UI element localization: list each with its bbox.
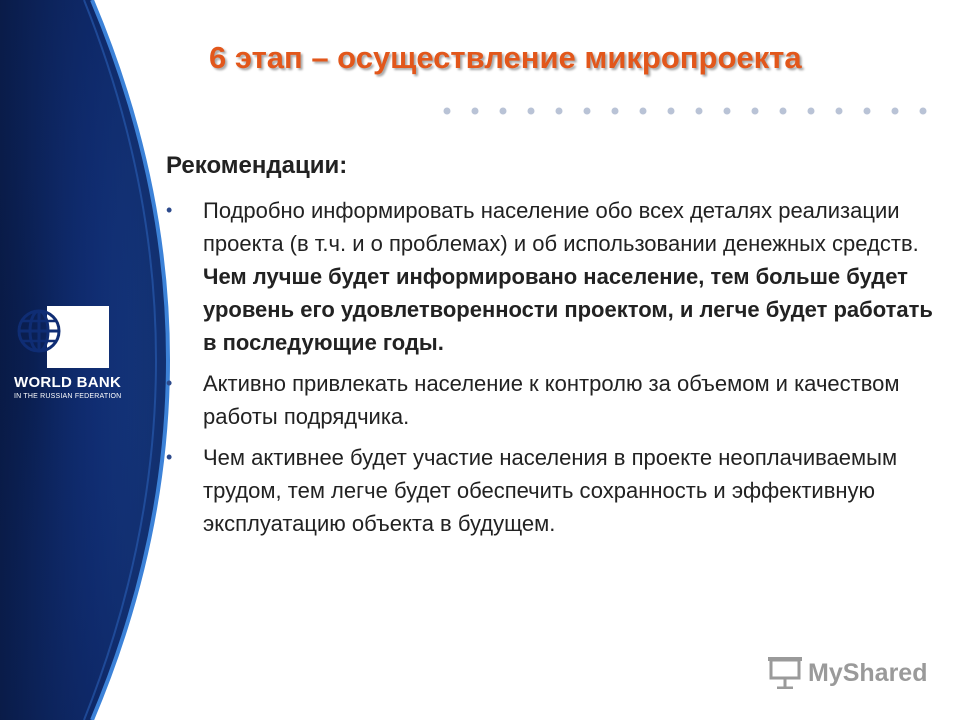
divider-dot	[724, 108, 731, 115]
divider-dot	[556, 108, 563, 115]
divider-dot	[444, 108, 451, 115]
myshared-watermark	[768, 657, 927, 689]
divider-dot	[668, 108, 675, 115]
recommendations-list	[166, 194, 936, 540]
logo-name: WORLD BANK	[14, 374, 122, 391]
globe-icon	[47, 306, 109, 368]
slide-content	[166, 152, 936, 548]
recommendations-heading: Рекомендации:	[166, 152, 348, 179]
divider-dot	[640, 108, 647, 115]
presentation-icon	[768, 657, 804, 689]
divider-dot	[500, 108, 507, 115]
bullet-icon: •	[166, 447, 173, 467]
divider-dot	[612, 108, 619, 115]
world-bank-logo	[14, 306, 144, 400]
dotted-divider	[440, 104, 940, 118]
divider-dot	[808, 108, 815, 115]
bullet-text: Подробно информировать население обо всех деталях реализации проекта (в т.ч. и о проблемах) и об использовании денежных средств.	[203, 198, 919, 256]
divider-dot	[472, 108, 479, 115]
bullet-bold-text: Чем лучше будет информировано население, тем больше будет уровень его удовлетворенности проектом, и легче будет работать в последующие годы.	[203, 264, 933, 355]
bullet-text: Чем активнее будет участие населения в проекте неоплачиваемым трудом, тем легче будет обеспечить сохранность и эффективную эксплуатацию объекта в будущем.	[203, 445, 898, 536]
list-item	[166, 441, 936, 540]
divider-dot	[752, 108, 759, 115]
list-item	[166, 367, 936, 433]
bullet-text: Активно привлекать население к контролю за объемом и качеством работы подрядчика.	[203, 371, 900, 429]
bullet-icon: •	[166, 200, 173, 220]
divider-dot	[836, 108, 843, 115]
divider-dot	[584, 108, 591, 115]
bullet-icon: •	[166, 373, 173, 393]
logo-subtitle: IN THE RUSSIAN FEDERATION	[14, 393, 122, 400]
divider-dot	[780, 108, 787, 115]
divider-dot	[864, 108, 871, 115]
divider-dot	[920, 108, 927, 115]
divider-dot	[892, 108, 899, 115]
left-blue-panel	[0, 0, 173, 720]
slide-title: 6 этап – осуществление микропроекта	[209, 40, 802, 75]
watermark-text: MyShared	[808, 658, 928, 687]
divider-dot	[528, 108, 535, 115]
list-item	[166, 194, 936, 359]
divider-dot	[696, 108, 703, 115]
